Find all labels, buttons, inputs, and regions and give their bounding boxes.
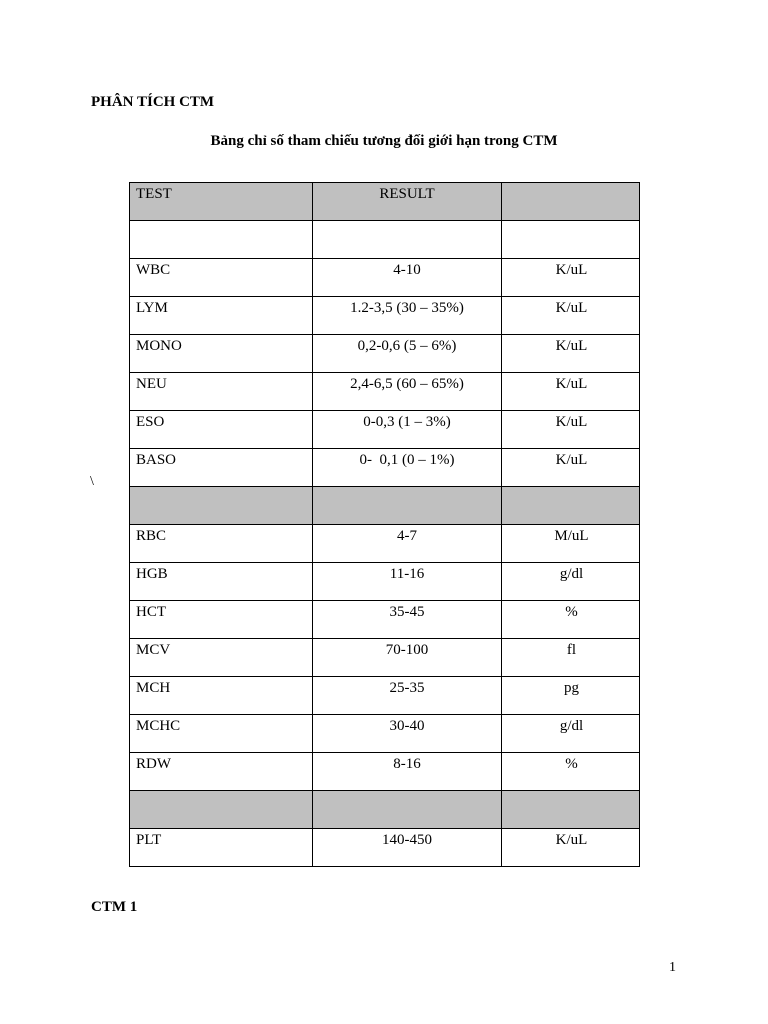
test-cell	[130, 791, 313, 829]
test-cell: MCV	[130, 639, 313, 677]
test-cell	[130, 487, 313, 525]
stray-backslash: \	[90, 474, 94, 489]
result-cell: 8-16	[313, 753, 502, 791]
table-caption: Bảng chỉ số tham chiếu tương đối giới hạn trong CTM	[210, 133, 558, 149]
table-row	[130, 297, 640, 335]
unit-cell: M/uL	[502, 525, 640, 563]
table-separator-row	[130, 791, 640, 829]
result-cell: 0- 0,1 (0 – 1%)	[313, 449, 502, 487]
test-cell: RDW	[130, 753, 313, 791]
unit-cell: K/uL	[502, 335, 640, 373]
unit-cell: K/uL	[502, 297, 640, 335]
header-result-cell: RESULT	[313, 183, 502, 221]
unit-cell: K/uL	[502, 411, 640, 449]
result-cell: 35-45	[313, 601, 502, 639]
test-cell: ESO	[130, 411, 313, 449]
unit-cell: K/uL	[502, 373, 640, 411]
test-cell: HCT	[130, 601, 313, 639]
test-cell: HGB	[130, 563, 313, 601]
result-cell	[313, 487, 502, 525]
result-cell: 25-35	[313, 677, 502, 715]
unit-cell	[502, 487, 640, 525]
unit-cell: %	[502, 753, 640, 791]
table-separator-row	[130, 487, 640, 525]
table-row	[130, 677, 640, 715]
unit-cell: fl	[502, 639, 640, 677]
table-row	[130, 411, 640, 449]
test-cell: RBC	[130, 525, 313, 563]
header-unit-cell	[502, 183, 640, 221]
test-cell: BASO	[130, 449, 313, 487]
result-cell: 0,2-0,6 (5 – 6%)	[313, 335, 502, 373]
unit-cell: g/dl	[502, 563, 640, 601]
page-heading: PHÂN TÍCH CTM	[91, 94, 215, 110]
table-row	[130, 525, 640, 563]
page-number: 1	[669, 960, 676, 975]
result-cell: 140-450	[313, 829, 502, 867]
unit-cell: K/uL	[502, 259, 640, 297]
table-row	[130, 563, 640, 601]
table-row	[130, 715, 640, 753]
test-cell: MCHC	[130, 715, 313, 753]
table-row	[130, 335, 640, 373]
unit-cell	[502, 221, 640, 259]
table-row	[130, 601, 640, 639]
table-header-row	[130, 183, 640, 221]
result-cell	[313, 221, 502, 259]
result-cell: 2,4-6,5 (60 – 65%)	[313, 373, 502, 411]
result-cell: 0-0,3 (1 – 3%)	[313, 411, 502, 449]
test-cell: NEU	[130, 373, 313, 411]
table-row	[130, 373, 640, 411]
unit-cell	[502, 791, 640, 829]
table-row	[130, 753, 640, 791]
unit-cell: pg	[502, 677, 640, 715]
result-cell: 4-7	[313, 525, 502, 563]
test-cell: MCH	[130, 677, 313, 715]
table-row	[130, 221, 640, 259]
unit-cell: K/uL	[502, 829, 640, 867]
unit-cell: %	[502, 601, 640, 639]
test-cell: WBC	[130, 259, 313, 297]
unit-cell: K/uL	[502, 449, 640, 487]
test-cell: MONO	[130, 335, 313, 373]
table-row	[130, 829, 640, 867]
result-cell: 30-40	[313, 715, 502, 753]
reference-table	[129, 182, 640, 867]
result-cell: 70-100	[313, 639, 502, 677]
table-row	[130, 259, 640, 297]
table-row	[130, 639, 640, 677]
result-cell: 4-10	[313, 259, 502, 297]
result-cell	[313, 791, 502, 829]
header-test-cell: TEST	[130, 183, 313, 221]
table-row	[130, 449, 640, 487]
test-cell: LYM	[130, 297, 313, 335]
section-heading-ctm1: CTM 1	[91, 899, 138, 915]
result-cell: 11-16	[313, 563, 502, 601]
result-cell: 1.2-3,5 (30 – 35%)	[313, 297, 502, 335]
test-cell: PLT	[130, 829, 313, 867]
unit-cell: g/dl	[502, 715, 640, 753]
test-cell	[130, 221, 313, 259]
